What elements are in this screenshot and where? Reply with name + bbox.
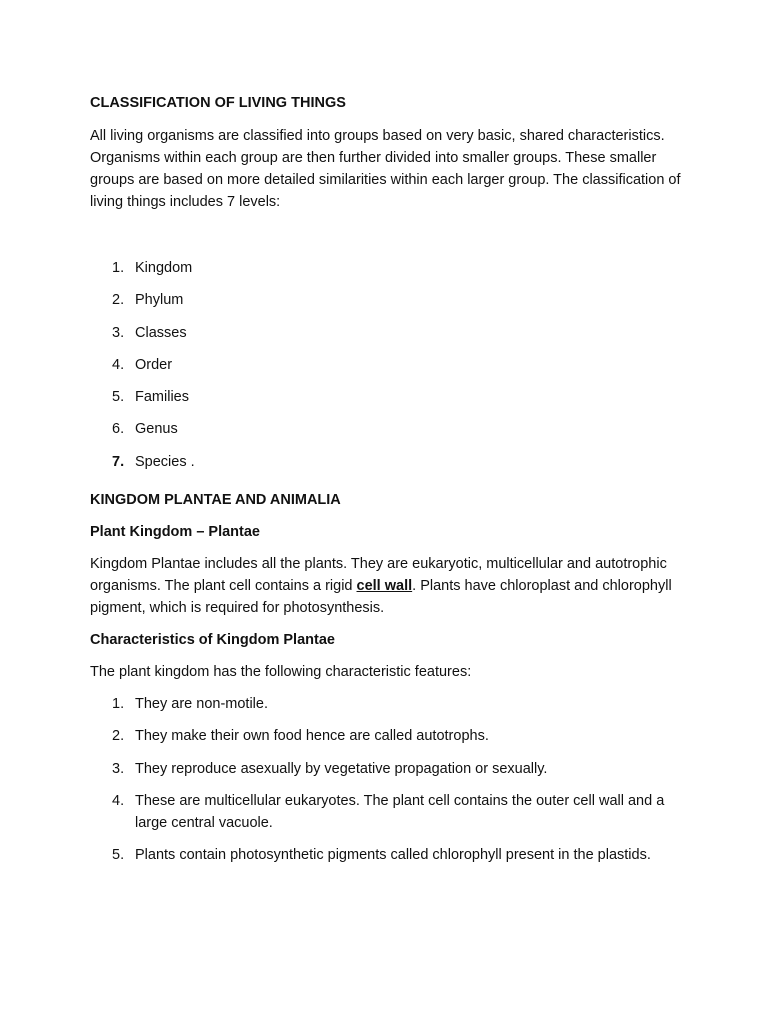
level-label: Order: [135, 356, 173, 373]
characteristics-intro: The plant kingdom has the following characteristic features:: [90, 664, 472, 681]
classification-levels-list: [90, 257, 690, 483]
feature-text: They are non-motile.: [135, 696, 268, 713]
plantae-paragraph: [90, 553, 690, 619]
list-number: 2.: [112, 728, 125, 745]
list-item: [90, 386, 690, 418]
level-label: Genus: [135, 421, 178, 438]
list-number: 3.: [112, 324, 125, 341]
list-item: [90, 322, 690, 354]
list-number: 7.: [112, 453, 125, 470]
list-number: 4.: [112, 792, 125, 809]
list-number: 1.: [112, 260, 125, 276]
level-label: Phylum: [135, 292, 184, 309]
list-number: 6.: [112, 421, 125, 438]
plantae-text-before: Kingdom Plantae includes all the plants. They are eukaryotic, multicellular and autotrophic organisms. The plant cell contains a rigid: [90, 556, 667, 595]
list-number: 5.: [112, 389, 125, 406]
list-item: [90, 451, 690, 483]
list-item: [90, 844, 690, 866]
level-label: Species .: [135, 453, 195, 470]
intro-paragraph: All living organisms are classified into groups based on very basic, shared characteristics. Organisms within each group are then further divided into smaller groups. These smaller groups are based on more detailed similarities within each larger group. The classification of living things includes 7 levels:: [90, 128, 681, 210]
list-item: [90, 693, 690, 715]
list-item: [90, 289, 690, 321]
section-heading: KINGDOM PLANTAE AND ANIMALIA: [90, 492, 341, 509]
feature-text: They make their own food hence are called autotrophs.: [135, 728, 489, 745]
list-item: [90, 758, 690, 780]
characteristics-heading: Characteristics of Kingdom Plantae: [90, 632, 335, 649]
list-number: 3.: [112, 760, 125, 777]
document-title: CLASSIFICATION OF LIVING THINGS: [90, 95, 346, 111]
feature-text: They reproduce asexually by vegetative propagation or sexually.: [135, 760, 548, 777]
list-item: [90, 354, 690, 386]
level-label: Classes: [135, 324, 187, 341]
list-number: 2.: [112, 292, 125, 309]
list-item: [90, 790, 690, 834]
plantae-text-after: . Plants have chloroplast and chlorophyll pigment, which is required for photosynthesis.: [90, 578, 672, 617]
cell-wall-term: cell wall: [356, 578, 413, 595]
list-item: [90, 418, 690, 450]
feature-text: Plants contain photosynthetic pigments called chlorophyll present in the plastids.: [135, 847, 651, 864]
document-page: [90, 92, 690, 877]
list-number: 4.: [112, 356, 125, 373]
level-label: Families: [135, 389, 189, 406]
list-item: [90, 257, 690, 289]
subheading: Plant Kingdom – Plantae: [90, 524, 260, 541]
feature-text: These are multicellular eukaryotes. The plant cell contains the outer cell wall and a large central vacuole.: [135, 792, 665, 831]
list-item: [90, 725, 690, 747]
level-label: Kingdom: [135, 260, 193, 276]
list-number: 5.: [112, 847, 125, 864]
list-number: 1.: [112, 696, 125, 713]
characteristics-list: [90, 693, 690, 866]
